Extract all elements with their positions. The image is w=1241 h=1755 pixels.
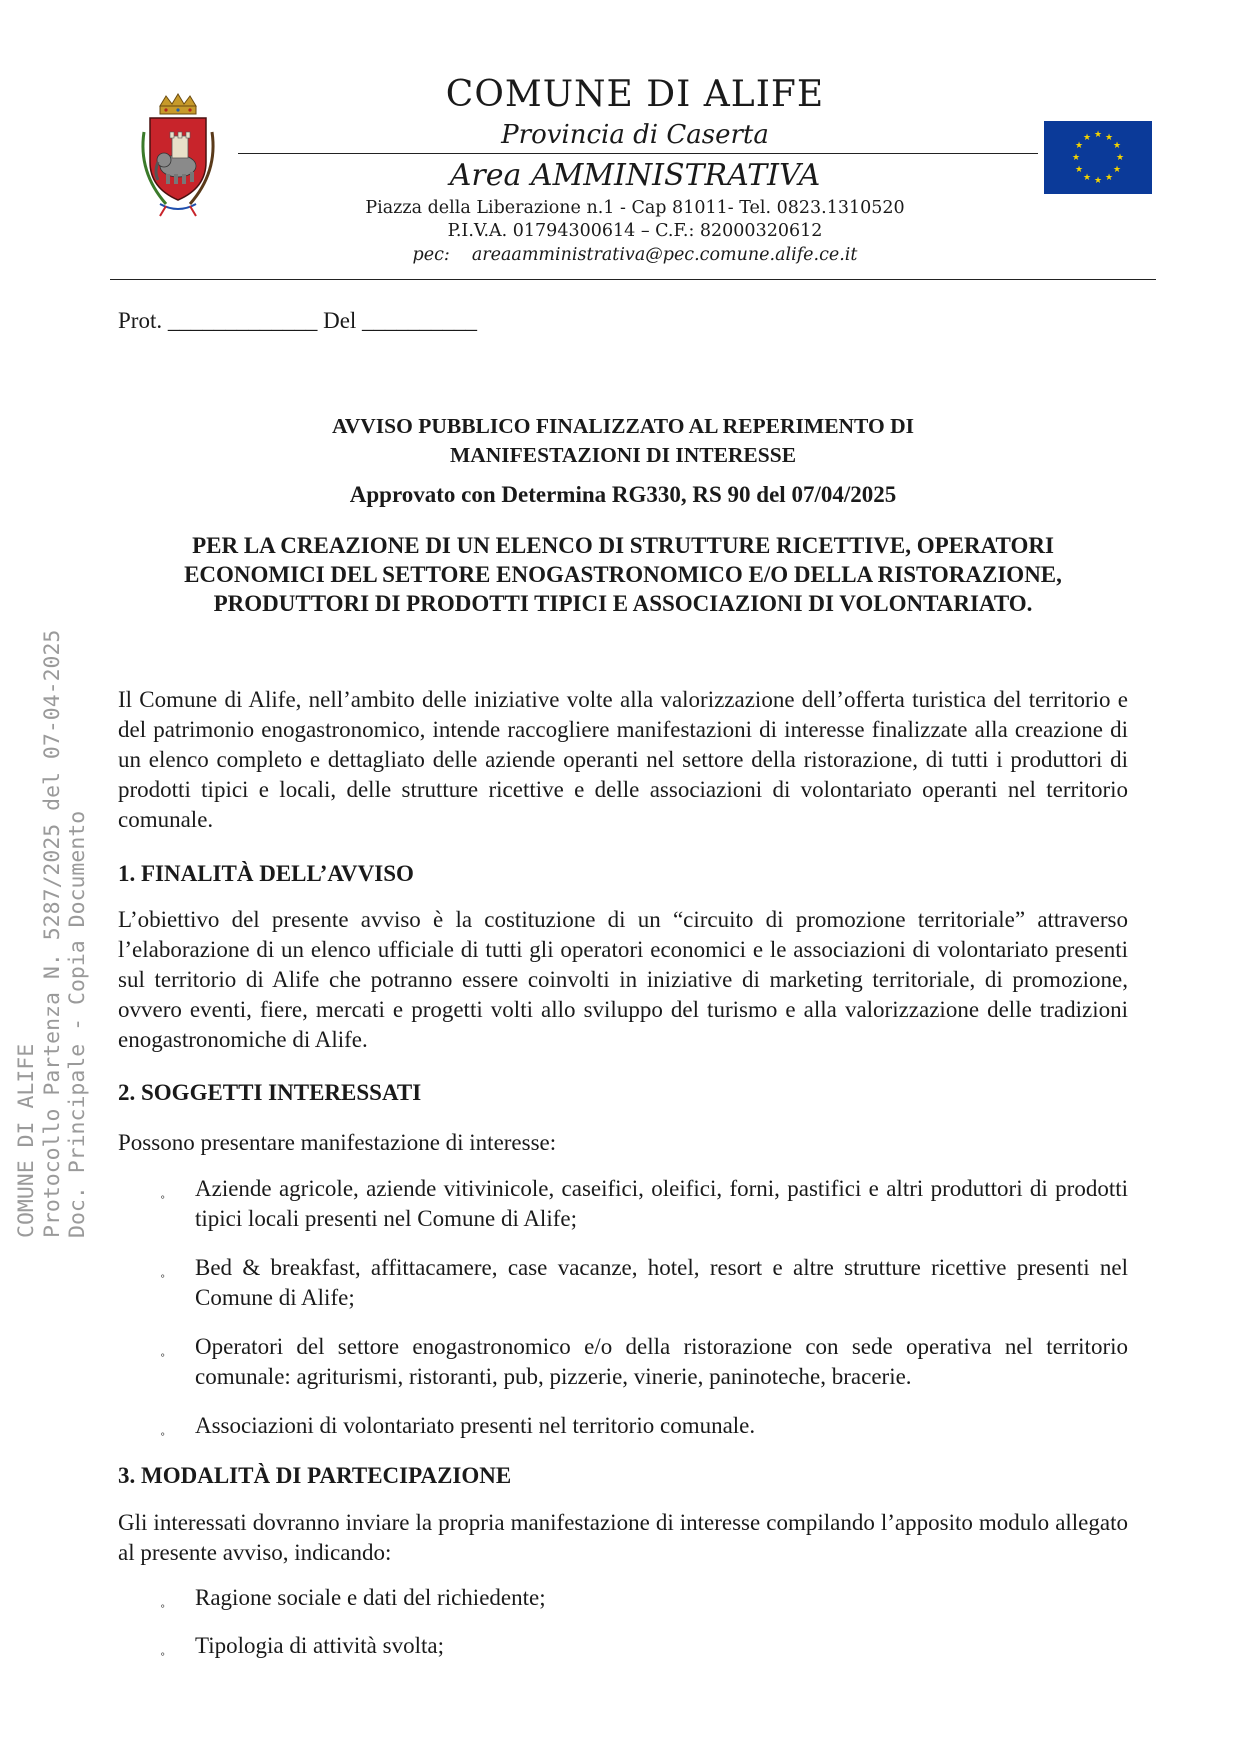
protocol-line: Prot. _____________ Del __________ <box>118 308 478 333</box>
header-pec-address: areaamministrativa@pec.comune.alife.ce.it <box>471 245 858 265</box>
svg-text:★: ★ <box>1112 165 1122 175</box>
header-pec <box>235 245 1035 265</box>
svg-text:★: ★ <box>1074 141 1084 151</box>
stamp-line-1: COMUNE DI ALIFE <box>14 1043 39 1238</box>
bullet-icon: ˳ <box>160 1182 166 1199</box>
list-item: ˳ Aziende agricole, aziende vitivinicole, caseifici, oleifici, forni, pastifici e altri produttori di prodotti tipici locali presenti nel Comune di Alife; <box>160 1176 1128 1231</box>
header-pec-label: pec: <box>412 245 450 265</box>
coat-of-arms-icon <box>130 92 226 220</box>
svg-text:★: ★ <box>1074 165 1084 175</box>
section-1-text: L’obiettivo del presente avviso è la costituzione di un “circuito di promozione territoriale” attraverso l’elaborazione di un elenco ufficiale di tutti gli operatori economici e le associazioni di volontariato presenti sul territorio di Alife che potranno essere coinvolti in iniziative di marketing territoriale, di promozione, ovvero eventi, fiere, mercati e progetti volti allo sviluppo del turismo e alla valorizzazione delle tradizioni enogastronomiche di Alife. <box>118 907 1128 1052</box>
notice-title-line2: MANIFESTAZIONI DI INTERESSE <box>449 443 797 467</box>
intro-paragraph: Il Comune di Alife, nell’ambito delle iniziative volte alla valorizzazione dell’offerta turistica del territorio e del patrimonio enogastronomico, intende raccogliere manifestazioni di interesse finalizzate alla creazione di un elenco completo e dettagliato delle aziende operanti nel settore della ristorazione, di tutti i produttori di prodotti tipici e locali, delle strutture ricettive e delle associazioni di volontariato operanti nel territorio comunale. <box>118 687 1128 832</box>
list-item: ˳ Bed & breakfast, affittacamere, case vacanze, hotel, resort e altre strutture ricettive presenti nel Comune di Alife; <box>160 1255 1128 1310</box>
list-item: ˳ Associazioni di volontariato presenti nel territorio comunale. <box>160 1411 1128 1441</box>
list-item: ˳ Ragione sociale e dati del richiedente; <box>160 1583 1128 1613</box>
header-area: Area AMMINISTRATIVA <box>449 158 821 193</box>
svg-text:★: ★ <box>1104 133 1114 143</box>
notice-title-line1: AVVISO PUBBLICO FINALIZZATO AL REPERIMENTO DI <box>331 414 915 438</box>
svg-text:★: ★ <box>1082 173 1092 183</box>
svg-text:★: ★ <box>1071 153 1081 163</box>
eu-flag-icon <box>1044 121 1152 194</box>
stamp-line-2: Protocollo Partenza N. 5287/2025 del 07-04-2025 <box>39 629 65 1238</box>
header-piva: P.I.V.A. 01794300614 – C.F.: 82000320612 <box>447 221 823 241</box>
header-divider <box>238 153 1038 154</box>
svg-text:★: ★ <box>1093 130 1103 140</box>
notice-subtitle-line1: PER LA CREAZIONE DI UN ELENCO DI STRUTTURE RICETTIVE, OPERATORI <box>192 533 1054 558</box>
notice-title <box>118 412 1128 470</box>
svg-text:★: ★ <box>1104 173 1114 183</box>
notice-subtitle-line2: ECONOMICI DEL SETTORE ENOGASTRONOMICO E/O DELLA RISTORAZIONE, <box>184 562 1062 587</box>
section-2-list <box>160 1174 1128 1441</box>
header-provincia: Provincia di Caserta <box>501 120 769 150</box>
section-1-heading: 1. FINALITÀ DELL’AVVISO <box>118 861 414 886</box>
stamp-line-3: Doc. Principale - Copia Documento <box>65 810 90 1238</box>
header-bottom-divider <box>110 279 1156 280</box>
bullet-icon: ˳ <box>160 1261 166 1278</box>
section-3-list <box>160 1583 1128 1661</box>
list-item: ˳ Operatori del settore enogastronomico e/o della ristorazione con sede operativa nel territorio comunale: agriturismi, ristoranti, pub, pizzerie, vinerie, paninoteche, bracerie. <box>160 1334 1128 1389</box>
section-3-heading: 3. MODALITÀ DI PARTECIPAZIONE <box>118 1463 512 1488</box>
approval-line: Approvato con Determina RG330, RS 90 del 07/04/2025 <box>349 482 897 507</box>
svg-text:★: ★ <box>1082 133 1092 143</box>
list-item: ˳ Tipologia di attività svolta; <box>160 1631 1128 1661</box>
header-comune: COMUNE DI ALIFE <box>445 74 825 115</box>
bullet-icon: ˳ <box>160 1639 166 1656</box>
notice-subtitle <box>118 531 1128 618</box>
svg-text:★: ★ <box>1115 153 1125 163</box>
protocol-stamp <box>14 630 91 1238</box>
svg-text:★: ★ <box>1093 176 1103 186</box>
svg-text:★: ★ <box>1112 141 1122 151</box>
section-2-heading: 2. SOGGETTI INTERESSATI <box>118 1080 422 1105</box>
bullet-icon: ˳ <box>160 1419 166 1436</box>
bullet-icon: ˳ <box>160 1591 166 1608</box>
bullet-icon: ˳ <box>160 1340 166 1357</box>
section-3-text: Gli interessati dovranno inviare la propria manifestazione di interesse compilando l’apposito modulo allegato al presente avviso, indicando: <box>118 1510 1128 1565</box>
header-address: Piazza della Liberazione n.1 - Cap 81011- Tel. 0823.1310520 <box>365 198 905 218</box>
notice-subtitle-line3: PRODUTTORI DI PRODOTTI TIPICI E ASSOCIAZIONI DI VOLONTARIATO. <box>213 591 1033 616</box>
section-2-text: Possono presentare manifestazione di interesse: <box>118 1130 557 1155</box>
